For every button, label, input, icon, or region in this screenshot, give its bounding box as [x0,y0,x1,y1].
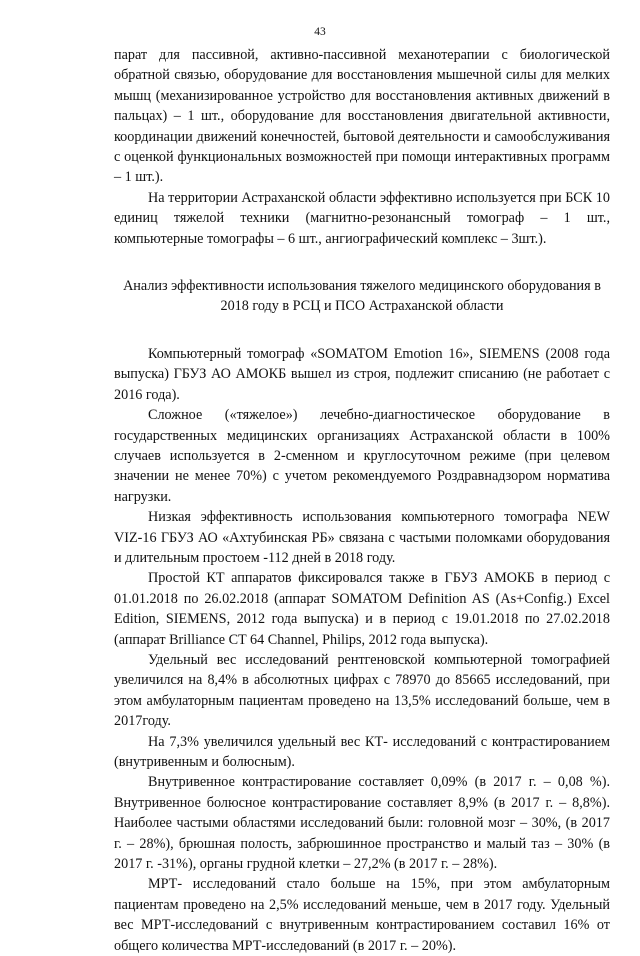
paragraph-equipment-list: парат для пассивной, активно-пассивной механотерапии с биологической обратной связью, оборудование для восстановления мышечной силы для мелких мышц (механизированное устройство для восстановления активных движений в пальцах) – 1 шт., оборудование для восстановления двигательной активности, координации движений конечностей, бытовой деятельности и самообслуживания с оценкой функциональных возможностей при помощи интерактивных программ – 1 шт.). [114,47,610,186]
page-number: 43 [314,26,326,38]
paragraph-low-efficiency: Низкая эффективность использования компьютерного томографа NEW VIZ-16 ГБУЗ АО «Ахтубинская РБ» связана с частыми поломками оборудования и длительным простоем -112 дней в 2018 году. [114,509,610,566]
paragraph-heavy-equipment: На территории Астраханской области эффективно используется при БСК 10 единиц тяжелой техники (магнитно-резонансный томограф – 1 шт., компьютерные томографы – 6 шт., ангиографический комплекс – 3шт.). [114,189,610,247]
paragraph-contrast-details: Внутривенное контрастирование составляет 0,09% (в 2017 г. – 0,08 %). Внутривенное болюсное контрастирование составляет 8,9% (в 2017 г. – 8,8%). Наиболее частыми областями исследований были: головной мозг – 30%, (в 2017 г. – 28%), брюшная полость, забрюшинное пространство и малый таз – 30% (в 2017 г. -31%), органы грудной клетки – 27,2% (в 2017 г. – 28%). [114,774,610,873]
section-heading: Анализ эффективности использования тяжелого медицинского оборудования в 2018 году в РСЦ и ПСО Астраханской области [123,278,601,315]
paragraph-complex-equipment: Сложное («тяжелое») лечебно-диагностическое оборудование в государственных медицинских организациях Астраханской области в 100% случаев используется в 2-сменном и круглосуточном режиме (при целевом значении не менее 70%) с учетом рекомендуемого Роздравнадзором норматива нагрузки. [114,407,610,505]
paragraph-ct-downtime: Простой КТ аппаратов фиксировался также в ГБУЗ АМОКБ в период с 01.01.2018 по 26.02.2018 (аппарат SOMATOM Definition AS (As+Config.) Excel Edition, SIEMENS, 2012 года выпуска) и в период с 19.01.2018 по 27.02.2018 (аппарат Brilliance CT 64 Channel, Philips, 2012 года выпуска). [114,570,610,648]
paragraph-somatom: Компьютерный томограф «SOMATOM Emotion 16», SIEMENS (2008 года выпуска) ГБУЗ АО АМОКБ вышел из строя, подлежит списанию (не работает с 2016 года). [114,345,610,403]
paragraph-contrast-share: На 7,3% увеличился удельный вес КТ- исследований с контрастированием (внутривенным и болюсным). [114,733,610,770]
paragraph-mri: МРТ- исследований стало больше на 15%, при этом амбулаторным пациентам проведено на 2,5% исследований меньше, чем в 2017 году. Удельный вес МРТ-исследований с внутривенным контрастированием составил 16% от общего количества МРТ-исследований (в 2017 г. – 20%). [114,876,610,954]
document-body [114,45,610,956]
paragraph-ct-share: Удельный вес исследований рентгеновской компьютерной томографией увеличился на 8,4% в абсолютных цифрах с 78970 до 85665 исследований, при этом амбулаторным пациентам проведено на 13,5% исследований больше, чем в 2017году. [114,651,610,730]
